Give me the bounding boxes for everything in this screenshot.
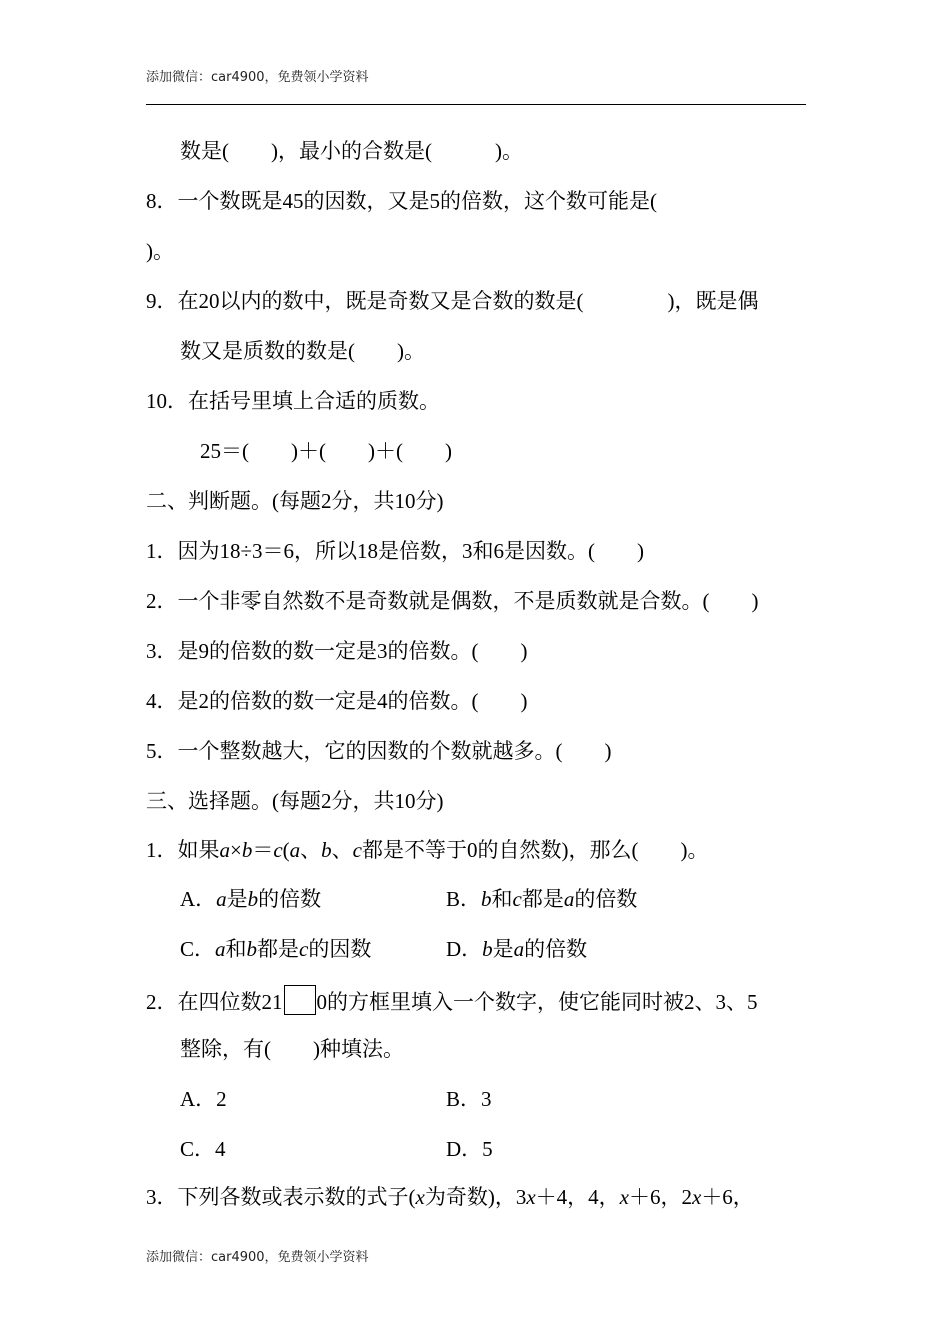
choice-2-option-a[interactable]: A．2: [180, 1087, 227, 1111]
choice-1-option-a[interactable]: A．a是b的倍数: [180, 887, 322, 911]
choice-1-option-c[interactable]: C．a和b都是c的因数: [180, 937, 372, 961]
question-8-text: 8．一个数既是45的因数，又是5的倍数，这个数可能是(: [146, 189, 657, 213]
judge-item-2: 2．一个非零自然数不是奇数就是偶数，不是质数就是合数。( ): [146, 589, 759, 613]
section-title-choice: 三、选择题。(每题2分，共10分): [146, 789, 444, 813]
q7-continuation: 数是( )，最小的合数是( )。: [180, 139, 523, 163]
judge-item-3: 3．是9的倍数的数一定是3的倍数。( ): [146, 639, 528, 663]
question-9-continuation: 数又是质数的数是( )。: [180, 339, 425, 363]
choice-2-option-d[interactable]: D．5: [446, 1137, 493, 1161]
choice-1-option-d[interactable]: D．b是a的倍数: [446, 937, 588, 961]
choice-question-1: 1．如果a×b＝c(a、b、c都是不等于0的自然数)，那么( )。: [146, 838, 709, 862]
page-footer-note: 添加微信：car4900，免费领小学资料: [146, 1250, 369, 1265]
choice-2-option-c[interactable]: C．4: [180, 1137, 226, 1161]
judge-item-5: 5．一个整数越大，它的因数的个数就越多。( ): [146, 739, 612, 763]
question-8-continuation: )。: [146, 239, 174, 263]
question-10-equation: 25＝( )＋( )＋( ): [200, 439, 452, 463]
choice-question-2: 2．在四位数21 0的方框里填入一个数字，使它能同时被2、3、5: [146, 985, 758, 1016]
page-header-note: 添加微信：car4900，免费领小学资料: [146, 70, 369, 85]
choice-question-3: 3．下列各数或表示数的式子(x为奇数)，3x＋4，4，x＋6，2x＋6，: [146, 1185, 754, 1209]
question-9: 9．在20以内的数中，既是奇数又是合数的数是( )，既是偶: [146, 289, 759, 313]
choice-question-2-continuation: 整除，有( )种填法。: [180, 1037, 404, 1061]
choice-2-option-b[interactable]: B．3: [446, 1087, 492, 1111]
header-divider: [146, 104, 806, 105]
digit-blank-box: [284, 985, 316, 1015]
judge-item-1: 1．因为18÷3＝6，所以18是倍数，3和6是因数。( ): [146, 539, 645, 563]
question-8: [146, 187, 784, 215]
question-10: 10．在括号里填上合适的质数。: [146, 389, 440, 413]
judge-item-4: 4．是2的倍数的数一定是4的倍数。( ): [146, 689, 528, 713]
choice-1-option-b[interactable]: B．b和c都是a的倍数: [446, 887, 638, 911]
section-title-judge: 二、判断题。(每题2分，共10分): [146, 489, 444, 513]
